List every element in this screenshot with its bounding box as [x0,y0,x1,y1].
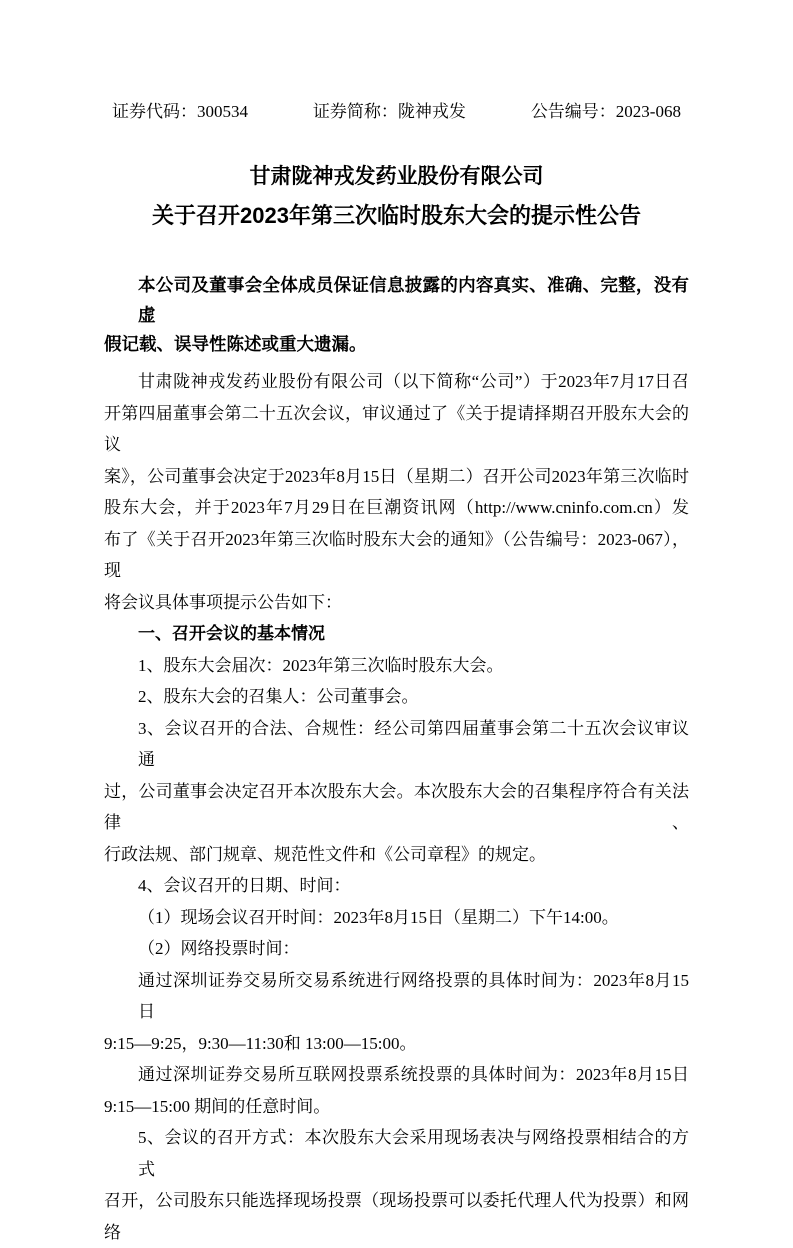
list-item-5-line: 召开，公司股东只能选择现场投票（现场投票可以委托代理人代为投票）和网络 [104,1191,689,1242]
list-item-3-line: 过，公司董事会决定召开本次股东大会。本次股东大会的召集程序符合有关法律、 [104,781,689,832]
intro-line: 将会议具体事项提示公告如下： [104,592,342,612]
list-item-4: 4、会议召开的日期、时间： [138,876,351,895]
list-item-5-line: 5、会议的召开方式：本次股东大会采用现场表决与网络投票相结合的方式 [138,1128,689,1179]
trade-system-voting-line: 9:15—9:25，9:30—11:30和 13:00—15:00。 [104,1033,417,1053]
disclaimer-paragraph [104,271,689,360]
announcement-no-text: 公告编号：2023-068 [530,102,681,121]
intro-line: 股东大会，并于2023年7月29日在巨潮资讯网（http://www.cninfo.com.cn）发 [104,498,689,517]
list-item-3-line: 行政法规、部门规章、规范性文件和《公司章程》的规定。 [104,844,546,864]
list-item-1: 1、股东大会届次：2023年第三次临时股东大会。 [138,655,504,675]
company-name-title: 甘肃陇神戎发药业股份有限公司 [249,165,544,188]
list-item-2: 2、股东大会的召集人：公司董事会。 [138,687,419,706]
intro-line: 开第四届董事会第二十五次会议，审议通过了《关于提请择期召开股东大会的议 [104,403,689,454]
announcement-title: 关于召开2023年第三次临时股东大会的提示性公告 [152,203,641,228]
intro-line: 案》，公司董事会决定于2023年8月15日（星期二）召开公司2023年第三次临时 [104,466,689,486]
intro-line: 布了《关于召开2023年第三次临时股东大会的通知》（公告编号：2023-067），现 [104,529,689,580]
section-heading: 一、召开会议的基本情况 [138,624,325,643]
disclaimer-line: 本公司及董事会全体成员保证信息披露的内容真实、准确、完整，没有虚 [138,275,689,325]
document-body [104,366,689,1248]
internet-voting-line: 通过深圳证券交易所互联网投票系统投票的具体时间为：2023年8月15日 [138,1065,689,1084]
stock-code-text: 证券代码：300534 [112,102,248,121]
trade-system-voting-line: 通过深圳证券交易所交易系统进行网络投票的具体时间为：2023年8月15日 [138,970,689,1021]
stock-abbr-text: 证券简称：陇神戎发 [312,102,466,121]
disclaimer-line: 假记载、误导性陈述或重大遗漏。 [104,334,367,354]
intro-line: 甘肃陇神戎发药业股份有限公司（以下简称“公司”）于2023年7月17日召 [138,372,689,391]
document-header [112,101,681,123]
internet-voting-line: 9:15—15:00 期间的任意时间。 [104,1096,331,1116]
list-item-4-sub2: （2）网络投票时间： [138,939,300,958]
list-item-4-sub1: （1）现场会议召开时间：2023年8月15日（星期二）下午14:00。 [138,907,619,927]
list-item-3-line: 3、会议召开的合法、合规性：经公司第四届董事会第二十五次会议审议通 [138,718,689,769]
